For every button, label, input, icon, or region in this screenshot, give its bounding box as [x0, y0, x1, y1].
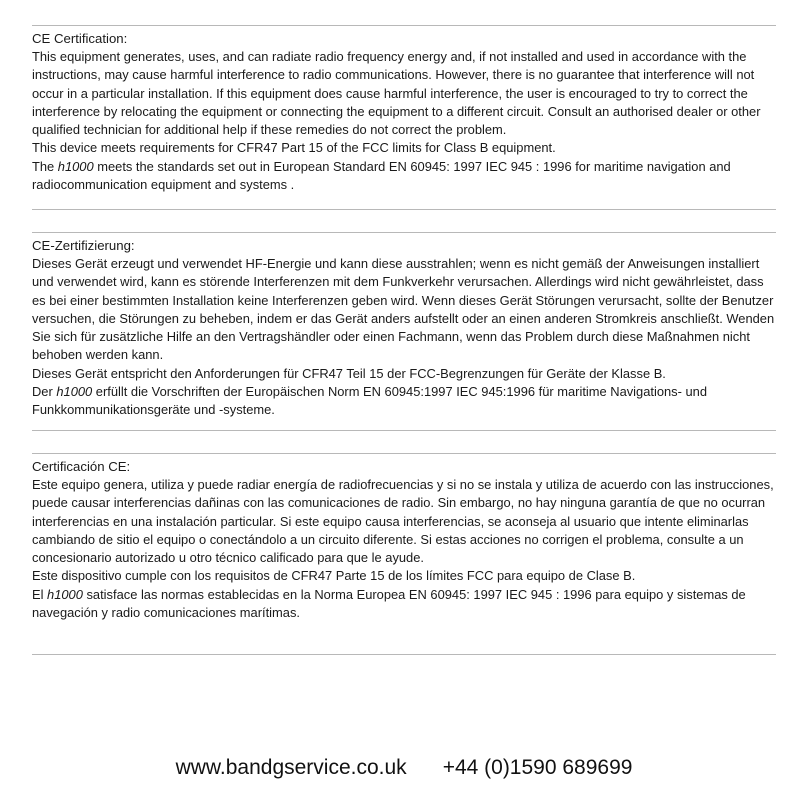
website-link[interactable]: www.bandgservice.co.uk [175, 756, 407, 779]
fcc-paragraph: Este dispositivo cumple con los requisitos de CFR47 Parte 15 de los límites FCC para equipo de Clase B. [32, 568, 636, 584]
model-name: h1000 [56, 383, 93, 399]
ce-certification-english [32, 25, 776, 210]
section-divider [32, 209, 776, 210]
standards-text: satisface las normas establecidas en la Norma Europea EN 60945: 1997 IEC 945 : 1996 para equipo y sistemas de navegación y radio comunicaciones marítimas. [32, 586, 746, 620]
interference-paragraph: Dieses Gerät erzeugt und verwendet HF-Energie und kann diese ausstrahlen; wenn es nicht gemäß der Anweisungen installiert und verwendet wird, kann es störende Interferenzen mit dem Funkverkehr verursachen. Allerdings wird nicht gewährleistet, dass es bei einer bestimmten Installation keine Interferenzen geben wird. Wenn dieses Gerät Störungen verursacht, sollte der Benutzer versuchen, die Störungen zu beheben, indem er das Gerät anders aufstellt oder an einen anderen Stromkreis anschließt. Wenden Sie sich für zusätzliche Hilfe an den Vertragshändler oder einen Fachmann, wenn das Problem durch diese Maßnahmen nicht behoben werden kann. [32, 256, 775, 363]
section-heading: CE-Zertifizierung: [32, 238, 135, 253]
fcc-paragraph: Dieses Gerät entspricht den Anforderungen für CFR47 Teil 15 der FCC-Begrenzungen für Geräte der Klasse B. [32, 365, 666, 381]
section-heading: CE Certification: [32, 31, 128, 46]
ce-certification-spanish [32, 453, 776, 655]
standards-text: erfüllt die Vorschriften der Europäischen Norm EN 60945:1997 IEC 945:1996 für maritime Navigations- und Funkkommunikationsgeräte und -systeme. [32, 383, 707, 417]
standards-paragraph [32, 158, 776, 195]
section-heading: Certificación CE: [32, 459, 131, 474]
interference-paragraph: Este equipo genera, utiliza y puede radiar energía de radiofrecuencias y si no se instala y utiliza de acuerdo con las instrucciones, puede causar interferencias dañinas con las comunicaciones de radio. Sin embargo, no hay ninguna garantía de que no ocurran interferencias en una instalación particular. Si este equipo causa interferencias, se aconseja al usuario que intente eliminarlas cambiando de sitio el equipo o conectándolo a un circuito diferente. Si estas acciones no corrigen el problema, consulte a un concesionario autorizado u otro técnico calificado para que le ayude. [32, 477, 774, 565]
standards-paragraph [32, 383, 776, 420]
phone-number: +44 (0)1590 689699 [442, 756, 633, 779]
standards-text: meets the standards set out in European Standard EN 60945: 1997 IEC 945 : 1996 for maritime navigation and radiocommunication equipment and systems . [32, 158, 731, 192]
standards-prefix: El [32, 586, 48, 602]
footer-contact [0, 756, 808, 780]
standards-prefix: The [32, 158, 58, 174]
standards-paragraph [32, 586, 776, 623]
model-name: h1000 [57, 158, 94, 174]
interference-paragraph: This equipment generates, uses, and can radiate radio frequency energy and, if not installed and used in accordance with the instructions, may cause harmful interference to radio communications. However, there is no guarantee that interference will not occur in a particular installation. If this equipment does cause harmful interference, the user is encouraged to try to correct the interference by relocating the equipment or connecting the equipment to a different circuit. Consult an authorised dealer or other qualified technician for additional help if these remedies do not correct the problem. [32, 49, 761, 137]
section-divider [32, 430, 776, 431]
ce-certification-german [32, 232, 776, 430]
model-name: h1000 [47, 586, 83, 602]
fcc-paragraph: This device meets requirements for CFR47 Part 15 of the FCC limits for Class B equipment. [32, 140, 556, 156]
section-divider [32, 654, 776, 655]
standards-prefix: Der [32, 383, 57, 399]
